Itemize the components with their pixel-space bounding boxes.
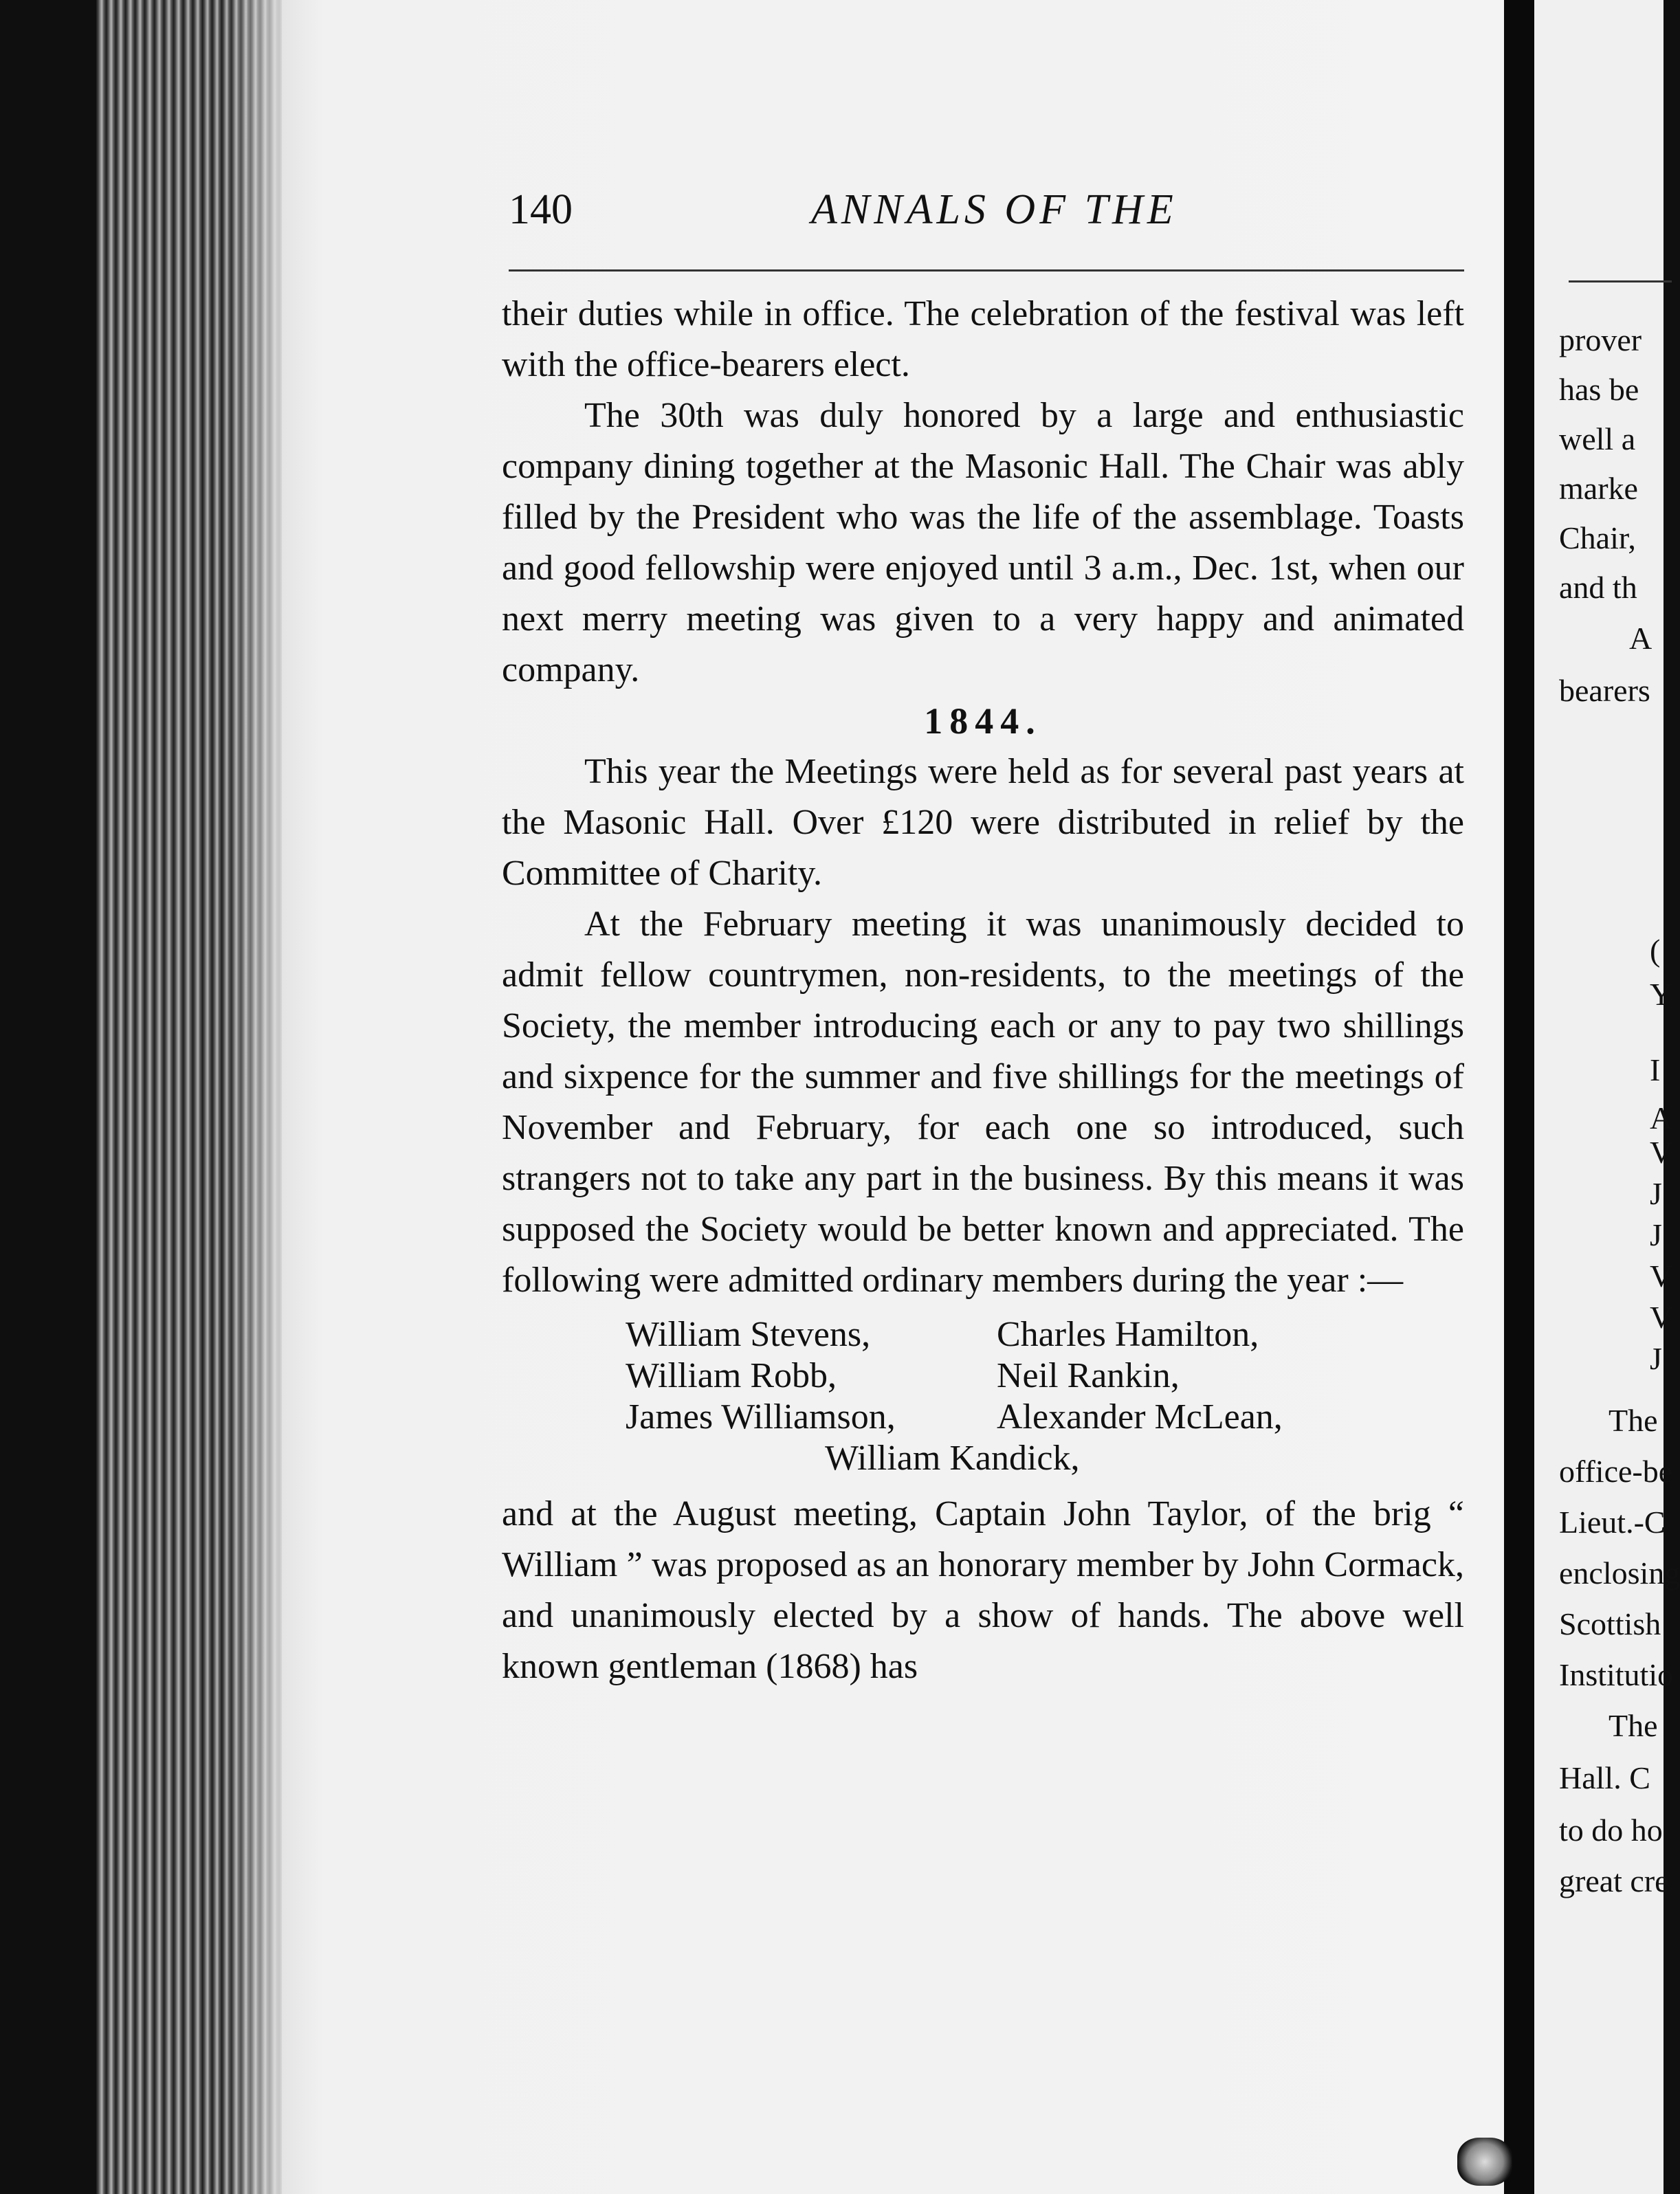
paragraph: and at the August meeting, Captain John Taylor, of the brig “ William ” was proposed as an honorary member by John Cormack, and unanimously elected by a show of hands. The above well known gentleman (1868) has: [502, 1494, 1464, 1686]
paragraph: The 30th was duly honored by a large and enthusiastic company dining together at the Masonic Hall. The Chair was ably filled by the President who was the life of the assemblage. Toasts and good fellowship were enjoyed until 3 a.m., Dec. 1st, when our next merry meeting was given to a very happy and animated company.: [502, 396, 1464, 689]
right-page-line: J: [1650, 1217, 1662, 1252]
year-heading: 1844.: [924, 700, 1042, 742]
right-page-line: well a: [1559, 421, 1636, 456]
right-page-line: The: [1609, 1403, 1658, 1438]
member-list: [626, 1314, 1464, 1479]
header-rule: [509, 269, 1464, 272]
right-page-line: (: [1650, 933, 1661, 968]
right-page-line: V: [1650, 1259, 1673, 1294]
right-page-line: J: [1650, 1341, 1662, 1376]
right-page-rule: [1569, 280, 1672, 282]
scan-blemish: [1457, 2138, 1512, 2186]
member-name: Neil Rankin,: [997, 1356, 1180, 1395]
paragraph: This year the Meetings were held as for several past years at the Masonic Hall. Over £120 were distributed in relief by the Committee of Charity.: [502, 752, 1464, 893]
page-header: [509, 186, 1471, 247]
right-page-line: great cre: [1559, 1863, 1669, 1898]
right-page-line: and th: [1559, 570, 1637, 605]
right-page-line: has be: [1559, 372, 1639, 407]
right-page-line: Chair,: [1559, 520, 1636, 555]
running-head: ANNALS OF THE: [811, 186, 1178, 233]
body-text: [502, 289, 1464, 1692]
member-name: Charles Hamilton,: [997, 1315, 1259, 1354]
page-number: 140: [509, 186, 573, 233]
right-page-line: A: [1629, 621, 1653, 656]
right-page-line: Scottish: [1559, 1606, 1661, 1641]
member-name: James Williamson,: [626, 1397, 896, 1437]
right-page-line: office-be: [1559, 1454, 1673, 1489]
member-name: William Kandick,: [825, 1439, 1080, 1478]
member-name: William Stevens,: [626, 1315, 871, 1354]
paragraph: their duties while in office. The celebration of the festival was left with the office-bearers elect.: [502, 294, 1464, 384]
right-page-line: Lieut.-C: [1559, 1505, 1666, 1540]
right-page-line: I: [1650, 1052, 1661, 1087]
page-edge-shadow: [227, 0, 289, 2194]
right-page-line: The: [1609, 1708, 1658, 1743]
member-name: William Robb,: [626, 1356, 837, 1395]
right-page-line: Hall. C: [1559, 1760, 1650, 1795]
right-page-line: prover: [1559, 322, 1642, 357]
right-page-line: V: [1650, 1300, 1673, 1335]
right-page-line: V: [1650, 1135, 1673, 1170]
paragraph: At the February meeting it was unanimously decided to admit fellow countrymen, non-residents, to the meetings of the Society, the member introducing each or any to pay two shillings and sixpence for the summer and five shillings for the meetings of November and February, for each one so introduced, such strangers not to take any part in the business. By this means it was supposed the Society would be better known and appreciated. The following were admitted ordinary members during the year :—: [502, 905, 1464, 1300]
member-name: Alexander McLean,: [997, 1397, 1283, 1437]
right-page-line: J: [1650, 1176, 1662, 1211]
right-page-line: enclosing: [1559, 1555, 1680, 1591]
right-page-line: Y: [1650, 977, 1673, 1012]
right-page-line: to do ho: [1559, 1813, 1663, 1848]
right-page-line: bearers: [1559, 673, 1650, 708]
right-page-line: A: [1650, 1100, 1673, 1135]
right-page-line: marke: [1559, 471, 1638, 506]
right-page-line: Institutio: [1559, 1657, 1674, 1692]
